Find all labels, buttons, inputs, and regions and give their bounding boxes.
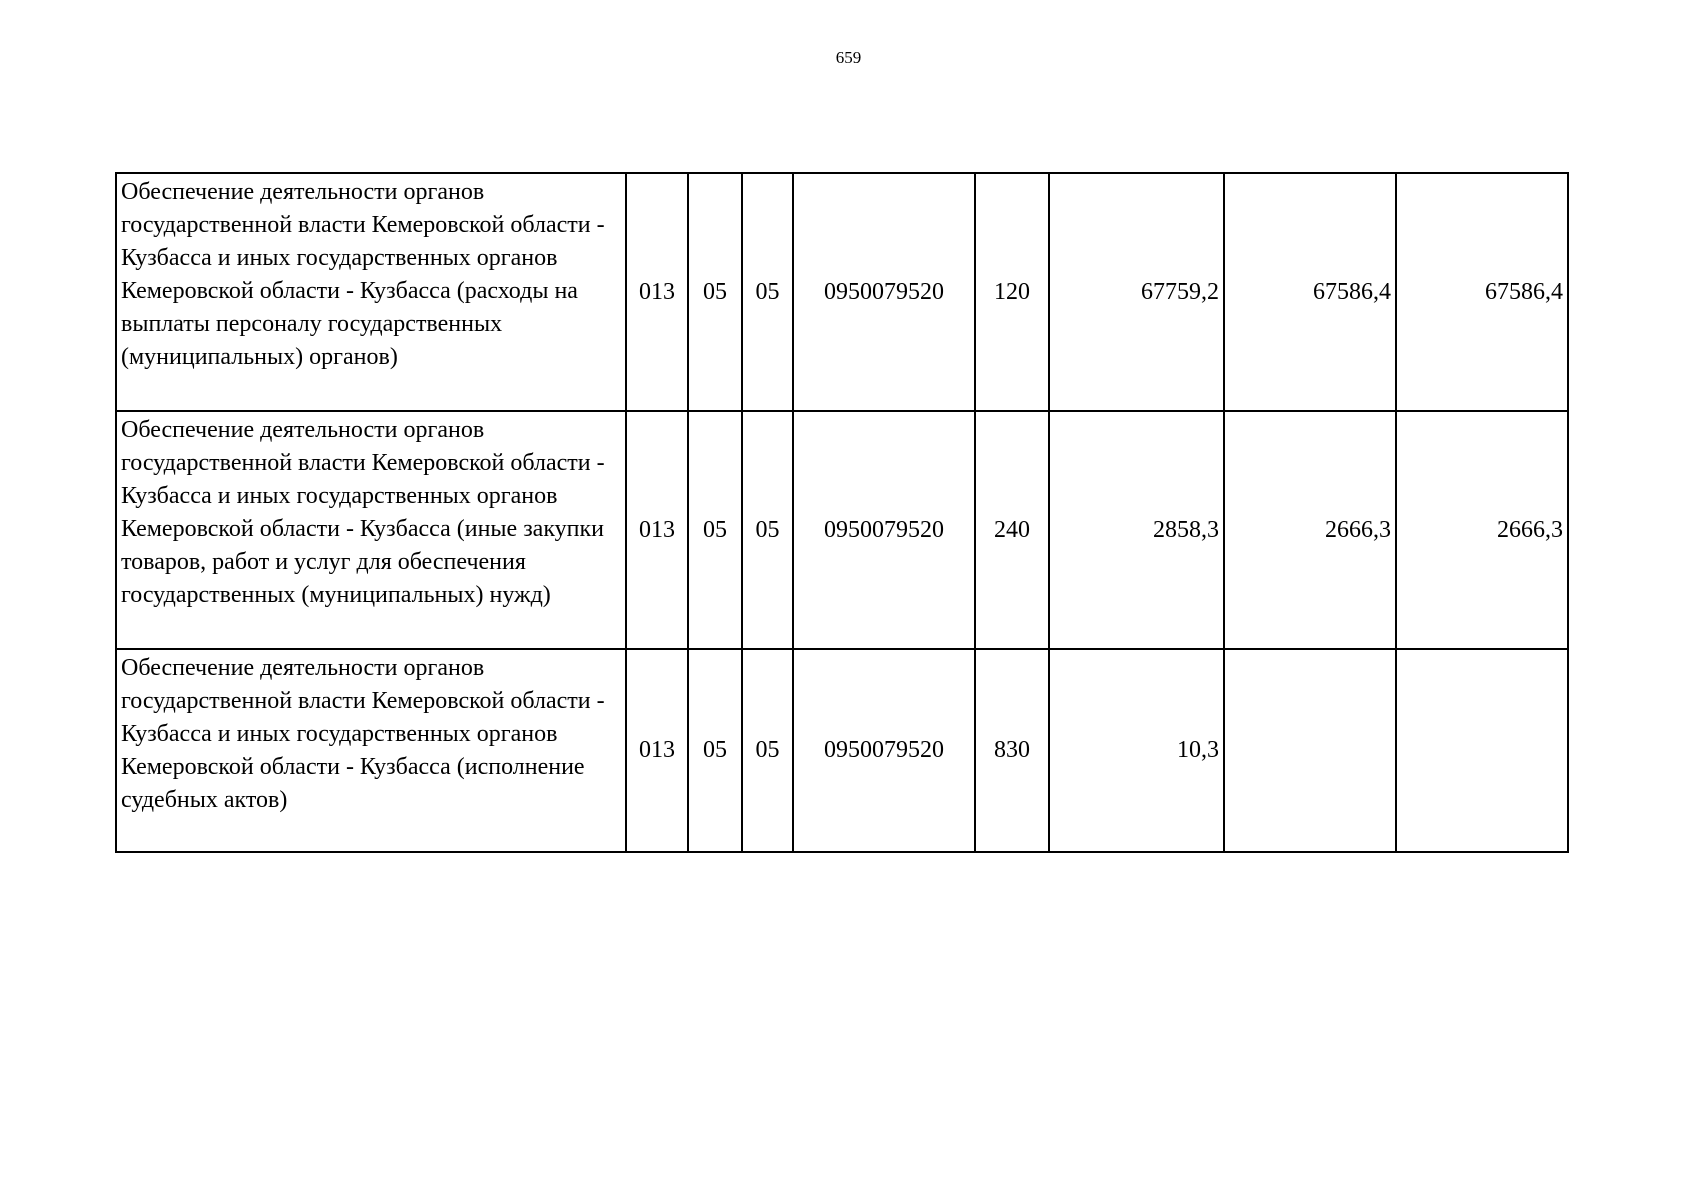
sum-cell-1: 10,3	[1049, 649, 1224, 852]
table-row	[116, 411, 1568, 649]
sum-cell-2: 67586,4	[1224, 173, 1396, 411]
section-code-cell: 05	[688, 411, 742, 649]
sum-cell-3	[1396, 649, 1568, 852]
sum-cell-3: 2666,3	[1396, 411, 1568, 649]
expense-type-cell: 240	[975, 411, 1049, 649]
row-name-cell: Обеспечение деятельности органов государственной власти Кемеровской области - Кузбасса и иных государственных органов Кемеровской области - Кузбасса (расходы на выплаты персоналу государственных (муниципальных) органов)	[116, 173, 626, 411]
expense-type-cell: 830	[975, 649, 1049, 852]
ministry-code-cell: 013	[626, 649, 688, 852]
sum-cell-1: 67759,2	[1049, 173, 1224, 411]
page-number: 659	[835, 48, 862, 67]
expense-type-cell: 120	[975, 173, 1049, 411]
sum-cell-3: 67586,4	[1396, 173, 1568, 411]
row-name-cell: Обеспечение деятельности органов государственной власти Кемеровской области - Кузбасса и иных государственных органов Кемеровской области - Кузбасса (иные закупки товаров, работ и услуг для обеспечения государственных (муниципальных) нужд)	[116, 411, 626, 649]
table-row	[116, 649, 1568, 852]
target-article-cell: 0950079520	[793, 173, 975, 411]
budget-table	[115, 172, 1569, 853]
section-code-cell: 05	[688, 173, 742, 411]
table-row	[116, 173, 1568, 411]
sum-cell-2: 2666,3	[1224, 411, 1396, 649]
ministry-code-cell: 013	[626, 173, 688, 411]
target-article-cell: 0950079520	[793, 411, 975, 649]
sum-cell-1: 2858,3	[1049, 411, 1224, 649]
ministry-code-cell: 013	[626, 411, 688, 649]
subsection-code-cell: 05	[742, 173, 793, 411]
target-article-cell: 0950079520	[793, 649, 975, 852]
subsection-code-cell: 05	[742, 649, 793, 852]
row-name-cell: Обеспечение деятельности органов государственной власти Кемеровской области - Кузбасса и иных государственных органов Кемеровской области - Кузбасса (исполнение судебных актов)	[116, 649, 626, 852]
sum-cell-2	[1224, 649, 1396, 852]
subsection-code-cell: 05	[742, 411, 793, 649]
section-code-cell: 05	[688, 649, 742, 852]
